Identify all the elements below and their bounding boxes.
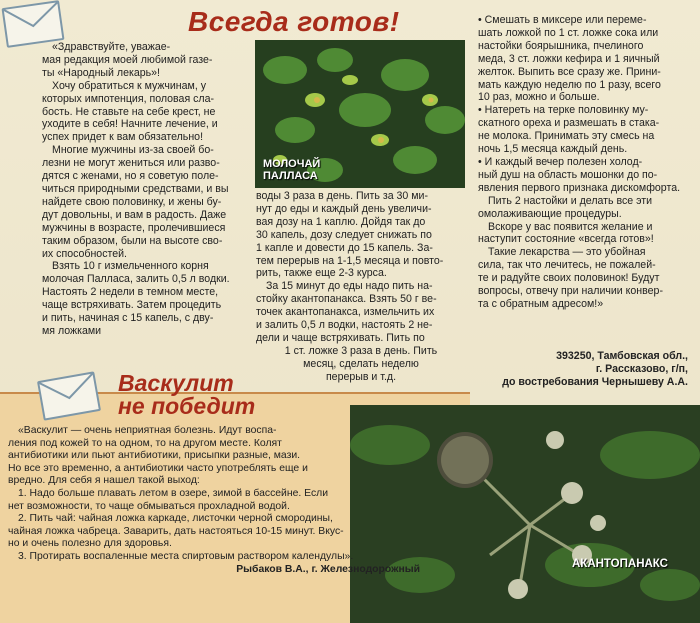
text-line: мя ложками: [42, 324, 102, 337]
photo-caption: АКАНТОПАНАКС: [572, 558, 668, 570]
text-line: чаще встряхивать. Затем процедить: [42, 299, 222, 312]
text-line: тем перерыв на 1-1,5 месяца и повто-: [256, 254, 444, 267]
text-line: За 15 минут до еды надо пить на-: [266, 280, 433, 293]
text-line: те и радуйте своих половинок! Будут: [478, 272, 660, 285]
text-line: ПАЛЛАСА: [263, 170, 318, 182]
text-line: г. Рассказово, г/п,: [595, 363, 688, 375]
text-line: 3. Протирать воспаленные места спиртовым раствором календулы».: [18, 550, 354, 562]
article-title: Всегда готов!: [188, 6, 400, 37]
text-line: сила, так что лечитесь, не пожалей-: [478, 259, 656, 272]
text-line: Но все это временно, а антибиотики часто употреблять еще и: [8, 462, 308, 474]
text-line: Многие мужчины из-за своей бо-: [52, 144, 214, 157]
text-line: лезни не могут жениться или разво-: [42, 157, 220, 170]
text-line: • Смешать в миксере или переме-: [478, 14, 647, 26]
text-line: дятся с женами, но я советую поле-: [42, 170, 219, 183]
text-line: 30 капель, дозу следует снижать по: [256, 228, 432, 241]
text-line: вая дозу на 1 каплю. Дойдя так до: [256, 215, 426, 228]
text-line: и залить 0,5 л водки, настоять 2 не-: [256, 319, 433, 332]
text-line: ный душ на область мошонки до по-: [478, 168, 658, 181]
text-line: 2. Пить чай: чайная ложка каркаде, листочки черной смородины,: [18, 513, 333, 525]
text-line: рить, также еще 2-3 курса.: [256, 267, 387, 280]
text-line: ночь 1,5 месяца каждый день.: [478, 143, 628, 156]
text-line: скатного ореха и размешать в стака-: [478, 117, 660, 130]
text-line: желток. Выпить все сразу же. Прини-: [478, 65, 661, 78]
text-line: месяц, сделать неделю: [303, 357, 419, 370]
text-line: наступит состояние «всегда готов»!: [478, 233, 654, 246]
text-line: молочая Палласа, залить 0,5 л водки.: [42, 273, 230, 286]
photo-molochai: [255, 40, 465, 188]
text-line: Пить 2 настойки и делать все эти: [488, 194, 653, 207]
text-line: воды 3 раза в день. Пить за 30 ми-: [256, 190, 428, 202]
text-line: найдете свою половинку, и жены бу-: [42, 195, 222, 208]
text-line: ты «Народный лекарь»!: [42, 66, 160, 79]
text-line: их способностей.: [42, 247, 127, 260]
text-line: 10 раз, можно и больше.: [478, 91, 600, 104]
text-line: Вскоре у вас появится желание и: [488, 220, 653, 233]
text-line: 393250, Тамбовская обл.,: [556, 350, 688, 362]
photo-caption: [263, 158, 320, 182]
text-line: и пить, начиная с 15 капель, с дву-: [42, 312, 214, 325]
text-line: которых импотенция, половая сла-: [42, 92, 215, 105]
author-address: [450, 350, 688, 389]
text-line: омолаживающие процедуры.: [478, 207, 622, 220]
text-line: уходите в себя! Начните лечение, и: [42, 118, 218, 131]
text-line: Настоять 2 недели в темном месте,: [42, 286, 219, 299]
text-line: вопросы, отвечу при наличии конвер-: [478, 285, 663, 298]
text-line: меда, 3 ст. ложки кефира и 1 яичный: [478, 52, 660, 65]
text-line: 1 ст. ложке 3 раза в день. Пить: [284, 344, 438, 357]
text-line: • И каждый вечер полезен холод-: [478, 155, 643, 168]
text-line: та с обратным адресом!»: [478, 297, 604, 310]
text-line: «Васкулит — очень неприятная болезнь. Идут воспа-: [18, 425, 277, 436]
text-line: Такие лекарства — это убойная: [488, 246, 646, 259]
vasculitis-text: [8, 425, 440, 576]
text-line: Взять 10 г измельченного корня: [52, 260, 209, 273]
text-line: успех придет к вам обязательно!: [42, 131, 204, 144]
text-line: нет возможности, то чаще обмываться прохладной водой.: [8, 500, 290, 512]
article-title-2: Васкулит не победит: [118, 370, 256, 419]
text-line: стойку акантопанакса. Взять 50 г ве-: [256, 293, 437, 306]
text-line: явления первого признака дискомфорта.: [478, 181, 681, 194]
text-line: нут до еды и каждый день увеличи-: [256, 202, 432, 215]
text-line: читься природными средствами, и вы: [42, 182, 229, 195]
article-column-1: [42, 41, 248, 338]
text-line: Рыбаков В.А., г. Железнодорожный: [236, 563, 420, 575]
text-line: МОЛОЧАЙ: [263, 158, 321, 170]
text-line: 1 капле и довести до 15 капель. За-: [256, 241, 433, 254]
text-line: дут довольны, и вам в радость. Даже: [42, 208, 227, 221]
text-line: мая редакция моей любимой газе-: [42, 53, 213, 66]
text-line: вредно. Для себя я нашел такой выход:: [8, 475, 200, 487]
text-line: таким образом, были на высоте сво-: [42, 234, 223, 247]
text-line: мать каждую неделю по 1 разу, всего: [478, 78, 661, 91]
text-line: бость. Не ставьте на себе крест, не: [42, 105, 216, 118]
text-line: Хочу обратиться к мужчинам, у: [52, 79, 207, 92]
text-line: настойки боярышника, пчелиного: [478, 39, 644, 52]
text-line: шать ложкой по 1 ст. ложке сока или: [478, 26, 659, 39]
text-line: чайная ложка чабреца. Заварить, дать настояться 10-15 минут. Вкус-: [8, 525, 344, 537]
text-line: «Здравствуйте, уважае-: [52, 41, 171, 53]
text-line: антибиотики или пьют антибиотики, присыпки разные, мази.: [8, 450, 301, 462]
text-line: перерыв и т.д.: [325, 370, 397, 383]
text-line: • Натереть на терке половинку му-: [478, 104, 649, 117]
text-line: но и очень полезно для здоровья.: [8, 538, 172, 550]
text-line: дели и чаще встряхивать. Пить по: [256, 331, 425, 344]
text-line: точек акантопанакса, измельчить их: [256, 306, 435, 319]
article-column-3: [478, 14, 688, 311]
text-line: до востребования Чернышеву А.А.: [502, 376, 688, 388]
text-line: ления под кожей то на одном, то на другом месте. Колят: [8, 437, 282, 449]
article-column-2: [256, 190, 466, 384]
text-line: 1. Надо больше плавать летом в озере, зимой в бассейне. Если: [18, 487, 329, 499]
text-line: мужчины в возрасте, пролечившиеся: [42, 221, 226, 234]
text-line: не молока. Принимать эту смесь на: [478, 130, 655, 143]
